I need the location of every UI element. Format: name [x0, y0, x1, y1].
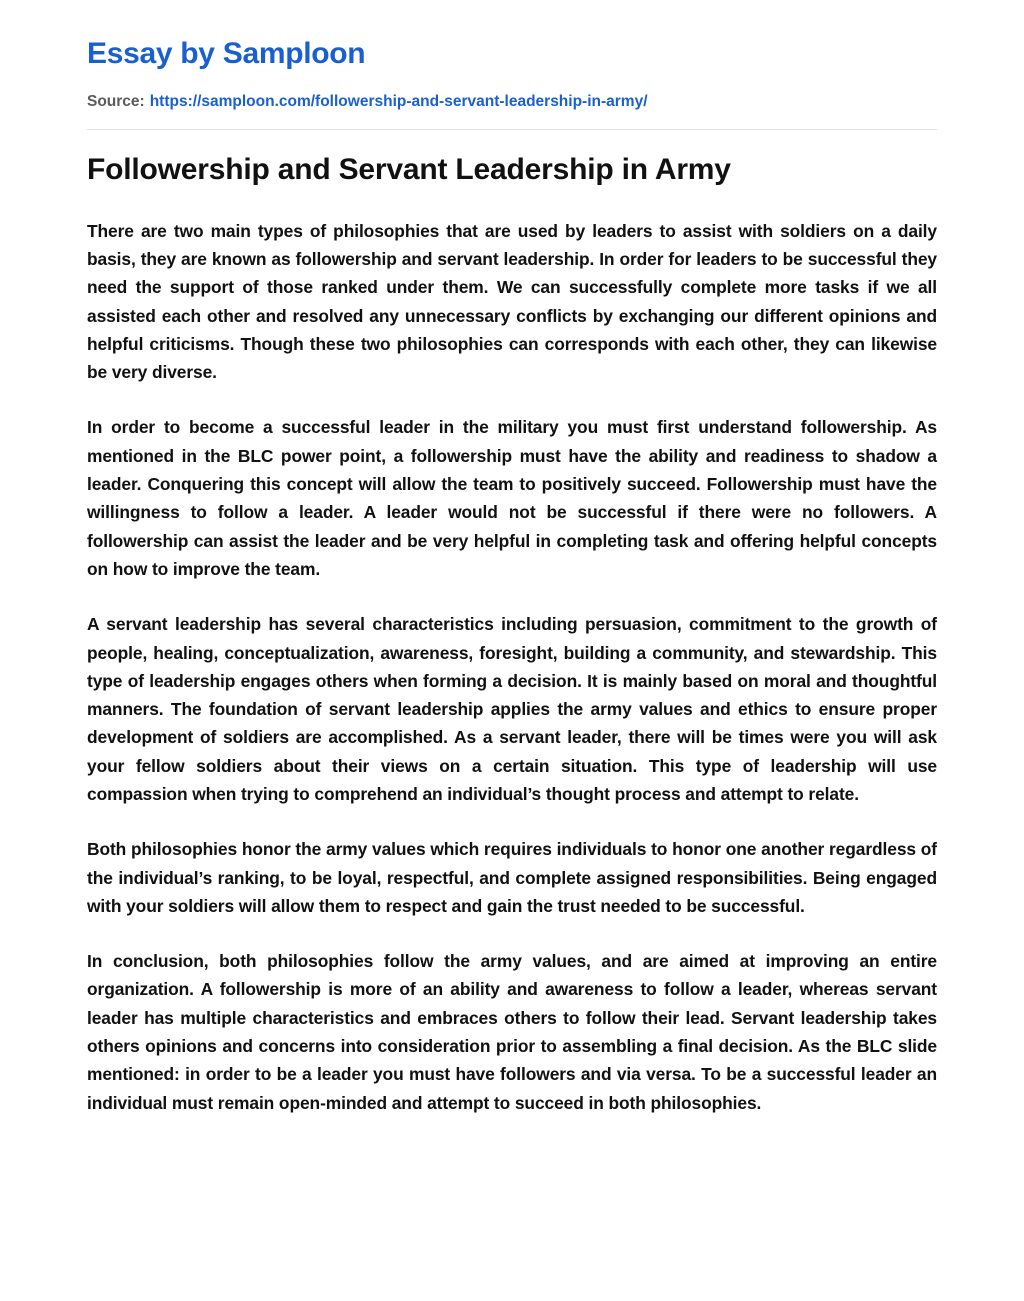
body-paragraph: A servant leadership has several characteristics including persuasion, commitment to the growth of people, healing, conceptualization, awareness, foresight, building a community, and stewardship. This type of leadership engages others when forming a decision. It is mainly based on moral and thoughtful manners. The foundation of servant leadership applies the army values and ethics to ensure proper development of soldiers are accomplished. As a servant leader, there will be times were you will ask your fellow soldiers about their views on a certain situation. This type of leadership will use compassion when trying to comprehend an individual’s thought process and attempt to relate. [87, 614, 937, 804]
source-label: Source: [87, 93, 145, 110]
article-body [0, 217, 1024, 1117]
page-title: Followership and Servant Leadership in Army [87, 153, 731, 187]
site-brand-heading: Essay by Samploon [87, 37, 366, 70]
body-paragraph: In conclusion, both philosophies follow the army values, and are aimed at improving an entire organization. A followership is more of an ability and awareness to follow a leader, whereas servant leader has multiple characteristics and embraces others to follow their lead. Servant leadership takes others opinions and concerns into consideration prior to assembling a final decision. As the BLC slide mentioned: in order to be a leader you must have followers and via versa. To be a successful leader an individual must remain open-minded and attempt to succeed in both philosophies. [87, 951, 937, 1113]
body-paragraph: In order to become a successful leader in the military you must first understand followership. As mentioned in the BLC power point, a followership must have the ability and readiness to shadow a leader. Conquering this concept will allow the team to positively succeed. Followership must have the willingness to follow a leader. A leader would not be successful if there were no followers. A followership can assist the leader and be very helpful in completing task and offering helpful concepts on how to improve the team. [87, 417, 937, 579]
source-url-link[interactable]: https://samploon.com/followership-and-servant-leadership-in-army/ [149, 93, 648, 110]
body-paragraph: There are two main types of philosophies that are used by leaders to assist with soldiers on a daily basis, they are known as followership and servant leadership. In order for leaders to be successful they need the support of those ranked under them. We can successfully complete more tasks if we all assisted each other and resolved any unnecessary conflicts by exchanging our different opinions and helpful criticisms. Though these two philosophies can corresponds with each other, they can likewise be very diverse. [87, 220, 937, 383]
source-line [0, 72, 1024, 112]
body-paragraph: Both philosophies honor the army values which requires individuals to honor one another regardless of the individual’s ranking, to be loyal, respectful, and complete assigned responsibilities. Being engaged with your soldiers will allow them to respect and gain the trust needed to be successful. [87, 839, 937, 916]
